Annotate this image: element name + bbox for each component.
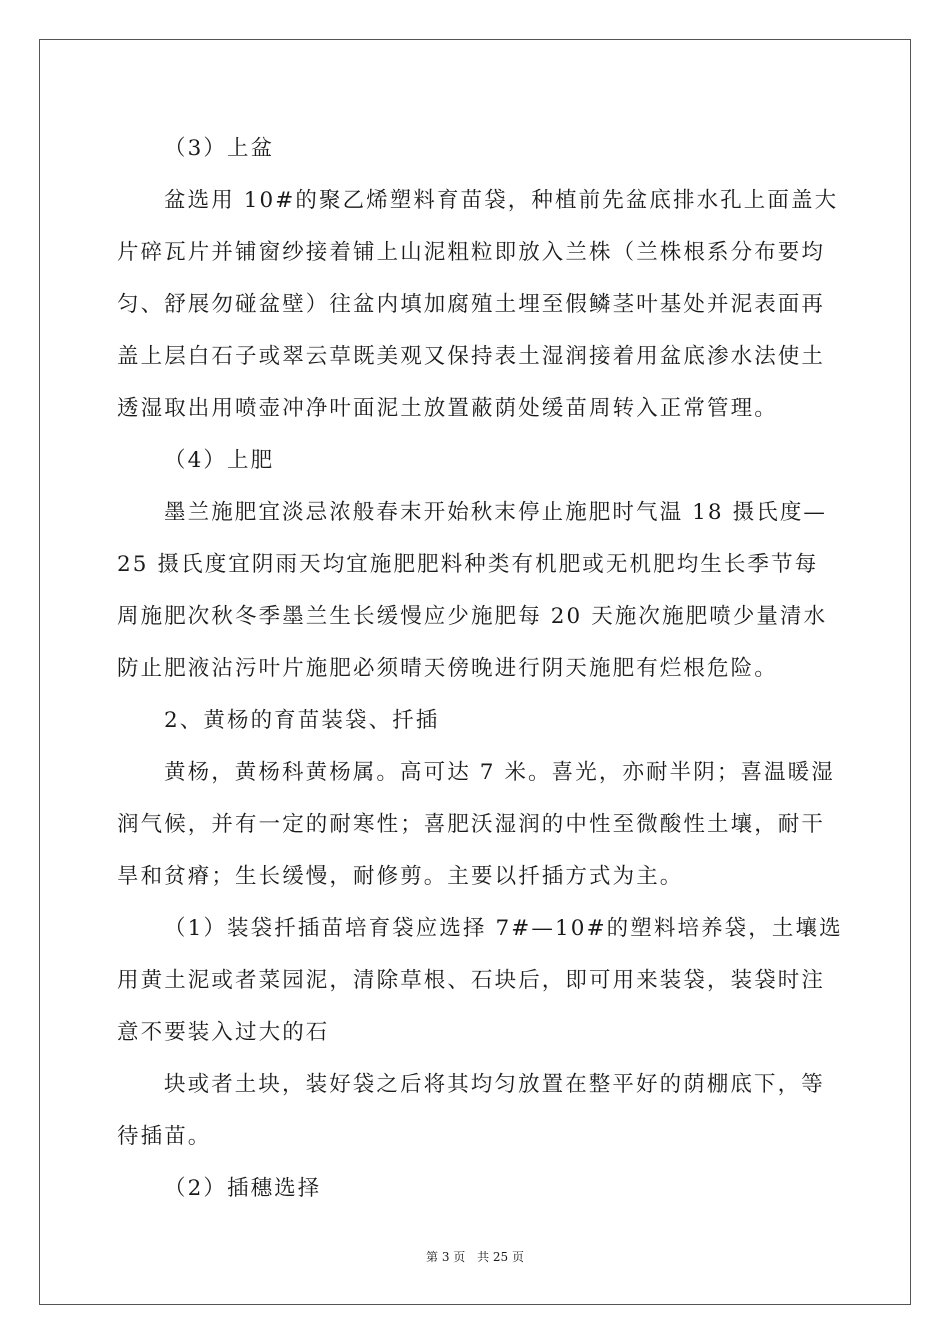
page-number: 第 3 页 — [426, 1250, 466, 1264]
paragraph-line: 意不要装入过大的石 — [117, 1020, 330, 1045]
paragraph-line: 周施肥次秋冬季墨兰生长缓慢应少施肥每 20 天施次施肥喷少量清水 — [117, 604, 828, 629]
paragraph-line: 盖上层白石子或翠云草既美观又保持表土湿润接着用盆底渗水法使土 — [117, 344, 826, 369]
paragraph-line: 用黄土泥或者菜园泥，清除草根、石块后，即可用来装袋，装袋时注 — [117, 968, 826, 993]
page-footer — [0, 1250, 950, 1264]
paragraph-line: 防止肥液沾污叶片施肥必须晴天傍晚进行阴天施肥有烂根危险。 — [117, 656, 778, 681]
paragraph-line: 片碎瓦片并铺窗纱接着铺上山泥粗粒即放入兰株（兰株根系分布要均 — [117, 240, 826, 265]
paragraph-line: 盆选用 10#的聚乙烯塑料育苗袋，种植前先盆底排水孔上面盖大 — [164, 188, 839, 213]
paragraph-line: 旱和贫瘠；生长缓慢，耐修剪。主要以扦插方式为主。 — [117, 864, 684, 889]
paragraph-line: 匀、舒展勿碰盆壁）往盆内填加腐殖土埋至假鳞茎叶基处并泥表面再 — [117, 292, 826, 317]
heading-cutting-selection: （2）插穗选择 — [164, 1176, 322, 1201]
heading-fertilizing: （4）上肥 — [164, 448, 275, 473]
heading-potting: （3）上盆 — [164, 136, 275, 161]
paragraph-line: 25 摄氏度宜阴雨天均宜施肥肥料种类有机肥或无机肥均生长季节每 — [117, 552, 819, 577]
paragraph-line: 透湿取出用喷壶冲净叶面泥土放置蔽荫处缓苗周转入正常管理。 — [117, 396, 778, 421]
paragraph-line: 黄杨，黄杨科黄杨属。高可达 7 米。喜光，亦耐半阴；喜温暖湿 — [164, 760, 835, 785]
paragraph-line: 润气候，并有一定的耐寒性；喜肥沃湿润的中性至微酸性土壤，耐干 — [117, 812, 826, 837]
paragraph-line: 块或者土块，装好袋之后将其均匀放置在整平好的荫棚底下，等 — [164, 1072, 825, 1097]
page-total: 共 25 页 — [477, 1250, 524, 1264]
paragraph-line: 待插苗。 — [117, 1124, 212, 1149]
heading-boxwood: 2、黄杨的育苗装袋、扦插 — [164, 708, 440, 733]
heading-bagging: （1）装袋扦插苗培育袋应选择 7#—10#的塑料培养袋，土壤选 — [164, 916, 843, 941]
paragraph-line: 墨兰施肥宜淡忌浓般春末开始秋末停止施肥时气温 18 摄氏度— — [164, 500, 828, 525]
